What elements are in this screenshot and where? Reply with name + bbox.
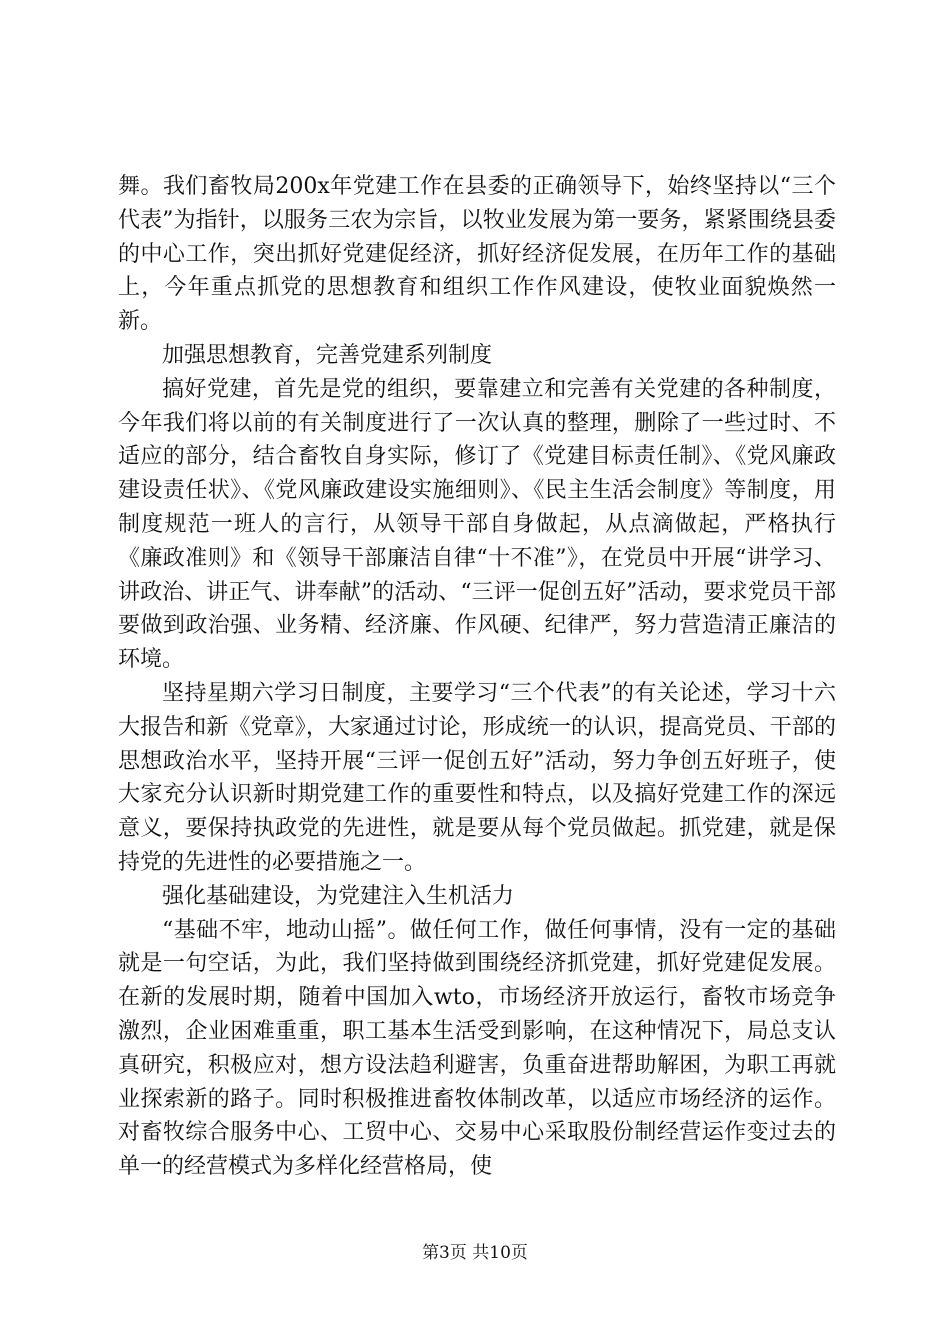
section-heading-ideological-education: 加强思想教育，完善党建系列制度 xyxy=(162,342,493,368)
document-body xyxy=(118,170,836,1184)
paragraph-saturday-study: 坚持星期六学习日制度，主要学习“三个代表”的有关论述，学习十六大报告和新《党章》，大家通过讨论，形成统一的认识，提高党员、干部的思想政治水平，坚持开展“三评一促创五好”活动，努力争创五好班子，使大家充分认识新时期党建工作的重要性和特点，以及搞好党建工作的深远意义，要保持执政党的先进性，就是要从每个党员做起。抓党建，就是保持党的先进性的必要措施之一。 xyxy=(118,680,836,875)
paragraph-intro: 舞。我们畜牧局200x年党建工作在县委的正确领导下，始终坚持以“三个代表”为指针，以服务三农为宗旨，以牧业发展为第一要务，紧紧围绕县委的中心工作，突出抓好党建促经济，抓好经济促发展，在历年工作的基础上，今年重点抓党的思想教育和组织工作作风建设，使牧业面貌焕然一新。 xyxy=(118,174,836,335)
page-number-footer: 第3页 共10页 xyxy=(422,1243,528,1263)
section-heading-foundation-building: 强化基础建设，为党建注入生机活力 xyxy=(162,883,515,909)
paragraph-foundation: “基础不牢，地动山摇”。做任何工作，做任何事情，没有一定的基础就是一句空话，为此，我们坚持做到围绕经济抓党建，抓好党建促发展。在新的发展时期，随着中国加入wto，市场经济开放运行，畜牧市场竞争激烈，企业困难重重，职工基本生活受到影响，在这种情况下，局总支认真研究，积极应对，想方设法趋利避害，负重奋进帮助解困，为职工再就业探索新的路子。同时积极推进畜牧体制改革，以适应市场经济的运作。对畜牧综合服务中心、工贸中心、交易中心采取股份制经营运作变过去的单一的经营模式为多样化经营格局，使 xyxy=(118,917,836,1180)
paragraph-party-system: 搞好党建，首先是党的组织，要靠建立和完善有关党建的各种制度，今年我们将以前的有关制度进行了一次认真的整理，删除了一些过时、不适应的部分，结合畜牧自身实际，修订了《党建目标责任制》、《党风廉政建设责任状》、《党风廉政建设实施细则》、《民主生活会制度》等制度，用制度规范一班人的言行，从领导干部自身做起，从点滴做起，严格执行《廉政准则》和《领导干部廉洁自律“十不准”》，在党员中开展“讲学习、讲政治、讲正气、讲奉献”的活动、“三评一促创五好”活动，要求党员干部要做到政治强、业务精、经济廉、作风硬、纪律严，努力营造清正廉洁的环境。 xyxy=(118,376,836,673)
